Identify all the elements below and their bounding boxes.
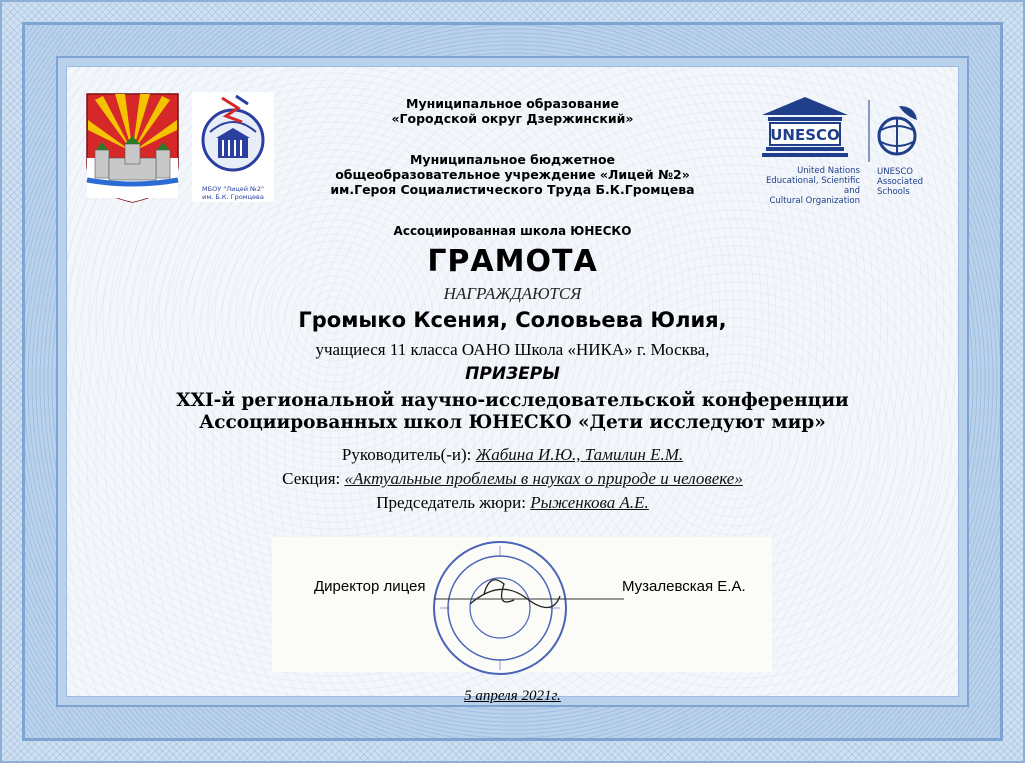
- header-line3: Муниципальное бюджетное: [409, 152, 616, 167]
- jury-label: Председатель жюри:: [376, 493, 531, 512]
- certificate-title: ГРАМОТА: [427, 244, 598, 279]
- conference-title: [0, 390, 1025, 434]
- unesco-text-line2: Educational, Scientific and: [765, 176, 860, 196]
- header-associated-school: Ассоциированная школа ЮНЕСКО: [393, 224, 632, 238]
- conference-line2: Ассоциированных школ ЮНЕСКО «Дети исследуют мир»: [199, 412, 826, 433]
- asp-text-line2: Associated: [877, 177, 924, 187]
- supervisor-label: Руководитель(-и):: [341, 445, 476, 464]
- section-line: [0, 468, 1025, 490]
- signature-line: [434, 592, 624, 606]
- unesco-text-line3: Cultural Organization: [769, 196, 860, 206]
- header-school: [0, 152, 1025, 197]
- recipient-names: Громыко Ксения, Соловьева Юлия,: [298, 308, 727, 332]
- school-seal-stamp-icon: [430, 538, 570, 678]
- section-value: «Актуальные проблемы в науках о природе и человеке»: [344, 469, 743, 488]
- signature-name: Музалевская Е.А.: [622, 578, 746, 595]
- recipient-description: учащиеся 11 класса ОАНО Школа «НИКА» г. Москва,: [315, 340, 710, 359]
- header-line2: «Городской округ Дзержинский»: [391, 111, 634, 126]
- conference-line1: XXI-й региональной научно-исследовательской конференции: [176, 390, 849, 411]
- asp-text-line3: Schools: [877, 187, 910, 197]
- header-line1: Муниципальное образование: [406, 96, 619, 111]
- jury-line: [0, 492, 1025, 514]
- prize-status: ПРИЗЕРЫ: [465, 364, 560, 384]
- header-municipality: [0, 96, 1025, 126]
- awarded-label: НАГРАЖДАЮТСЯ: [443, 284, 582, 303]
- asp-text-line1: UNESCO: [877, 167, 913, 177]
- section-label: Секция:: [282, 469, 345, 488]
- header-line5: им.Героя Социалистического Труда Б.К.Громцева: [330, 182, 695, 197]
- unesco-word: UNESCO: [770, 126, 840, 144]
- supervisor-value: Жабина И.Ю., Тамилин Е.М.: [475, 445, 684, 464]
- lyceum-caption-line2: им. Б.К. Громцева: [202, 193, 264, 201]
- unesco-text-line1: United Nations: [797, 166, 860, 176]
- certificate-date: 5 апреля 2021г.: [464, 688, 561, 704]
- supervisor-line: [0, 444, 1025, 466]
- header-line4: общеобразовательное учреждение «Лицей №2»: [335, 167, 690, 182]
- signature-label: Директор лицея: [314, 578, 426, 595]
- lyceum-caption-line1: МБОУ "Лицей №2": [202, 185, 264, 193]
- jury-value: Рыженкова А.Е.: [530, 493, 649, 512]
